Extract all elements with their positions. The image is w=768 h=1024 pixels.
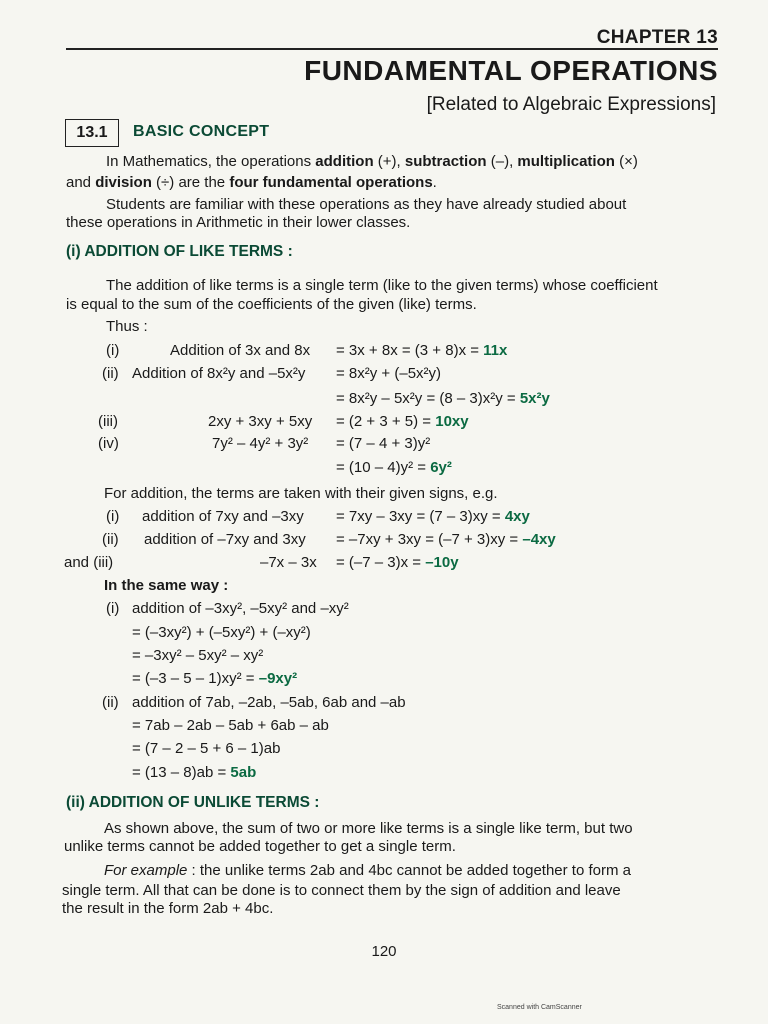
thus-label: Thus : (106, 318, 148, 335)
example-rhs: = 8x²y – 5x²y = (8 – 3)x²y = 5x²y (336, 390, 550, 407)
same-way-label: In the same way : (104, 577, 229, 594)
unlike-p2-line2: single term. All that can be done is to connect them by the sign of addition and leave (62, 882, 621, 899)
example-rhs: = 3x + 8x = (3 + 8)x = 11x (336, 342, 508, 359)
example-num: (i) (106, 342, 120, 359)
like-terms-heading: (i) ADDITION OF LIKE TERMS : (66, 243, 293, 260)
worked-line: addition of –3xy², –5xy² and –xy² (132, 600, 349, 617)
example-lhs: –7x – 3x (260, 554, 317, 571)
example-rhs: = –7xy + 3xy = (–7 + 3)xy = –4xy (336, 531, 556, 548)
example-rhs: = (–7 – 3)x = –10y (336, 554, 459, 571)
section-number: 13.1 (76, 124, 108, 141)
intro-p2-line2: these operations in Arithmetic in their lower classes. (66, 214, 411, 231)
example-lhs: addition of –7xy and 3xy (144, 531, 306, 548)
example-rhs: = (10 – 4)y² = 6y² (336, 459, 452, 476)
example-lhs: 2xy + 3xy + 5xy (208, 413, 313, 430)
example-num: (i) (106, 508, 120, 525)
example-num: and (iii) (64, 554, 114, 571)
example-rhs: = 8x²y + (–5x²y) (336, 365, 442, 382)
like-terms-p-line2: is equal to the sum of the coefficients of the given (like) terms. (66, 296, 477, 313)
worked-line: addition of 7ab, –2ab, –5ab, 6ab and –ab (132, 694, 406, 711)
unlike-p2-line1: For example : the unlike terms 2ab and 4bc cannot be added together to form a (104, 862, 631, 879)
chapter-label: CHAPTER 13 (596, 27, 718, 48)
like-terms-p-line1: The addition of like terms is a single term (like to the given terms) whose coefficient (106, 277, 658, 294)
header-rule (66, 48, 718, 50)
example-num: (i) (106, 600, 120, 617)
unlike-p1-line1: As shown above, the sum of two or more like terms is a single like term, but two (104, 820, 633, 837)
intro-p2-line1: Students are familiar with these operations as they have already studied about (106, 196, 627, 213)
worked-line: = (–3xy²) + (–5xy²) + (–xy²) (132, 624, 311, 641)
section-title: BASIC CONCEPT (133, 123, 270, 140)
worked-line: = (–3 – 5 – 1)xy² = –9xy² (132, 670, 298, 687)
example-num: (ii) (102, 694, 119, 711)
worked-line: = (13 – 8)ab = 5ab (132, 764, 257, 781)
example-rhs: = (7 – 4 + 3)y² (336, 435, 431, 452)
example-num: (ii) (102, 365, 119, 382)
example-num: (ii) (102, 531, 119, 548)
chapter-subtitle: [Related to Algebraic Expressions] (426, 94, 716, 115)
example-lhs: Addition of 3x and 8x (170, 342, 311, 359)
example-lhs: 7y² – 4y² + 3y² (212, 435, 309, 452)
page-number: 120 (371, 943, 397, 960)
example-rhs: = 7xy – 3xy = (7 – 3)xy = 4xy (336, 508, 530, 525)
worked-line: = (7 – 2 – 5 + 6 – 1)ab (132, 740, 281, 757)
worked-line: = –3xy² – 5xy² – xy² (132, 647, 264, 664)
unlike-terms-heading: (ii) ADDITION OF UNLIKE TERMS : (66, 794, 320, 811)
example-lhs: Addition of 8x²y and –5x²y (132, 365, 306, 382)
intro-p1-line2: and division (÷) are the four fundamental operations. (66, 174, 437, 191)
worked-line: = 7ab – 2ab – 5ab + 6ab – ab (132, 717, 329, 734)
example-num: (iv) (98, 435, 119, 452)
scanner-watermark: Scanned with CamScanner (497, 1004, 582, 1011)
example-num: (iii) (98, 413, 118, 430)
unlike-p2-line3: the result in the form 2ab + 4bc. (62, 900, 274, 917)
unlike-p1-line2: unlike terms cannot be added together to get a single term. (64, 838, 456, 855)
chapter-title: FUNDAMENTAL OPERATIONS (304, 55, 718, 86)
signs-note: For addition, the terms are taken with their given signs, e.g. (104, 485, 498, 502)
section-number-box (65, 119, 119, 147)
example-lhs: addition of 7xy and –3xy (142, 508, 304, 525)
example-rhs: = (2 + 3 + 5) = 10xy (336, 413, 469, 430)
intro-p1-line1: In Mathematics, the operations addition (+), subtraction (–), multiplication (×) (106, 153, 638, 170)
